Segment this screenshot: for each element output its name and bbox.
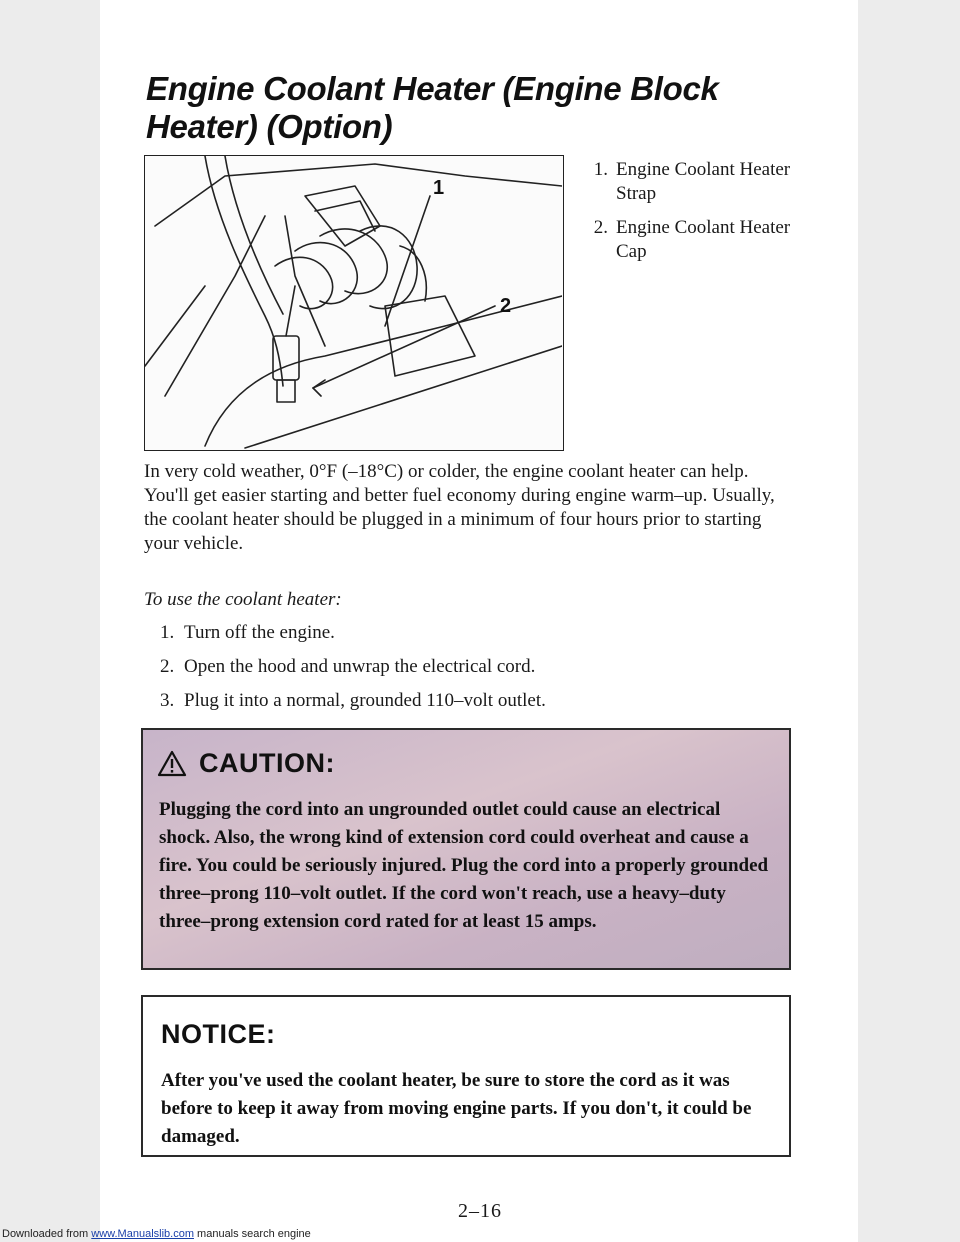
- legend-item: [578, 158, 798, 206]
- legend-number: 1.: [593, 159, 608, 180]
- legend-text: Engine Coolant Heater Strap: [616, 159, 791, 204]
- step-item: [160, 621, 780, 645]
- page-number: 2–16: [458, 1200, 502, 1222]
- notice-text: After you've used the coolant heater, be sure to store the cord as it was before to keep it away from moving engine parts. If you don't, it could be damaged.: [161, 1070, 752, 1147]
- caution-heading: CAUTION:: [199, 748, 335, 778]
- procedure-lead: To use the coolant heater:: [144, 589, 342, 610]
- step-number: 3.: [160, 690, 175, 711]
- step-text: Open the hood and unwrap the electrical cord.: [184, 656, 536, 677]
- legend-text: Engine Coolant Heater Cap: [616, 217, 791, 262]
- footer-prefix: Downloaded from: [2, 1228, 89, 1240]
- manualslib-link[interactable]: www.Manualslib.com: [91, 1228, 194, 1240]
- step-number: 2.: [160, 656, 175, 677]
- callout-2: 2: [500, 295, 512, 317]
- step-item: [160, 655, 780, 679]
- warning-triangle-icon: [157, 750, 187, 777]
- notice-heading: NOTICE:: [161, 1019, 276, 1049]
- step-number: 1.: [160, 622, 175, 643]
- step-item: [160, 689, 780, 713]
- footer-suffix: manuals search engine: [197, 1228, 311, 1240]
- step-text: Plug it into a normal, grounded 110–volt outlet.: [184, 690, 546, 711]
- caution-text: Plugging the cord into an ungrounded outlet could cause an electrical shock. Also, the wrong kind of extension cord could overheat and cause a fire. You could be seriously injured. Plug the cord into a properly grounded three–prong 110–volt outlet. If the cord won't reach, use a heavy–duty three–prong extension cord rated for at least 15 amps.: [159, 799, 769, 932]
- callout-1: 1: [433, 177, 445, 199]
- procedure-steps: [160, 621, 780, 723]
- legend-number: 2.: [593, 217, 608, 238]
- notice-box: [141, 995, 791, 1157]
- caution-box: [141, 728, 791, 970]
- download-footer: [2, 1228, 311, 1240]
- step-text: Turn off the engine.: [184, 622, 335, 643]
- page-title: Engine Coolant Heater (Engine Block Heater) (Option): [146, 70, 719, 145]
- intro-paragraph: In very cold weather, 0°F (–18°C) or colder, the engine coolant heater can help. You'll get easier starting and better fuel economy during engine warm–up. Usually, the coolant heater should be plugged in a minimum of four hours prior to starting your vehicle.: [144, 461, 775, 554]
- caution-heading-row: [157, 748, 335, 779]
- illustration-drawing: [145, 156, 562, 449]
- legend-item: [578, 216, 798, 264]
- figure-legend: [578, 158, 798, 274]
- engine-heater-illustration: [144, 155, 564, 451]
